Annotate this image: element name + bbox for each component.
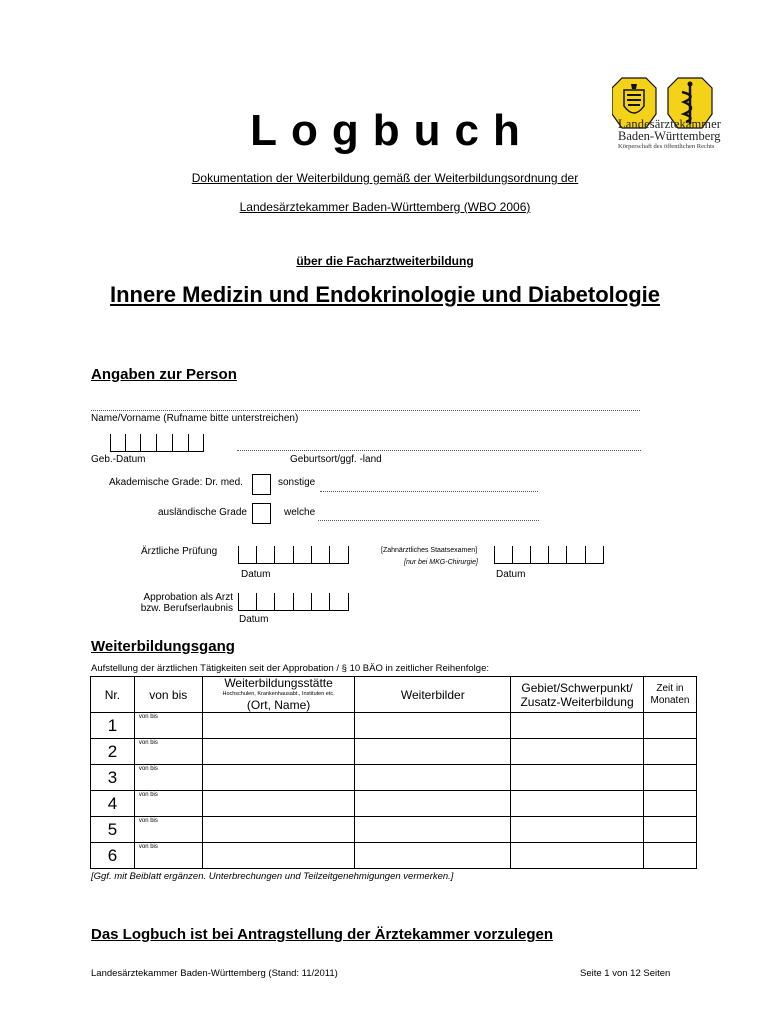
row-nr: 2: [91, 739, 135, 765]
row-gebiet[interactable]: [511, 713, 644, 739]
col-nr: Nr.: [91, 677, 135, 713]
logo-line3: Körperschaft des öffentlichen Rechts: [618, 143, 715, 150]
row-weiterbilder[interactable]: [355, 713, 511, 739]
mkg-label: [nur bei MKG-Chirurgie]: [404, 559, 478, 566]
auslaendische-grade-checkbox[interactable]: [252, 503, 271, 524]
approbation-datum-boxes[interactable]: [238, 593, 349, 611]
row-gebiet[interactable]: [511, 765, 644, 791]
col-zeit-line1: Zeit in: [656, 682, 684, 694]
row-vonbis[interactable]: von bis: [134, 765, 202, 791]
table-row: [91, 765, 697, 791]
col-zeit: [644, 677, 697, 713]
page-title: Logbuch: [250, 106, 534, 155]
row-weiterbilder[interactable]: [355, 843, 511, 869]
row-gebiet[interactable]: [511, 739, 644, 765]
subtitle-line1: Dokumentation der Weiterbildung gemäß der Weiterbildungsordnung der: [191, 171, 579, 185]
staatsexamen-datum-label: Datum: [496, 569, 526, 580]
geb-datum-label: Geb.-Datum: [91, 454, 146, 465]
logbuch-notice: Das Logbuch ist bei Antragstellung der Ärztekammer vorzulegen: [91, 926, 554, 943]
subtitle-line2: Landesärztekammer Baden-Württemberg (WBO 2006): [239, 200, 531, 214]
geb-datum-boxes[interactable]: [110, 434, 204, 452]
row-zeit[interactable]: [644, 791, 697, 817]
row-gebiet[interactable]: [511, 817, 644, 843]
row-vonbis[interactable]: von bis: [134, 817, 202, 843]
table-row: [91, 791, 697, 817]
row-weiterbilder[interactable]: [355, 739, 511, 765]
row-nr: 4: [91, 791, 135, 817]
table-row: [91, 713, 697, 739]
row-nr: 6: [91, 843, 135, 869]
col-gebiet-line2: Zusatz-Weiterbildung: [520, 694, 634, 709]
row-zeit[interactable]: [644, 817, 697, 843]
welche-field[interactable]: [318, 520, 539, 521]
approbation-datum-label: Datum: [239, 614, 269, 625]
row-staette[interactable]: [202, 791, 355, 817]
row-staette[interactable]: [202, 765, 355, 791]
row-staette[interactable]: [202, 739, 355, 765]
zahn-label: [Zahnärztliches Staatsexamen]: [381, 547, 478, 554]
row-gebiet[interactable]: [511, 791, 644, 817]
row-staette[interactable]: [202, 843, 355, 869]
name-label: Name/Vorname (Rufname bitte unterstreichen): [91, 413, 299, 424]
fachgebiet-title: Innere Medizin und Endokrinologie und Diabetologie: [110, 282, 660, 307]
logo-line2: Baden-Württemberg: [618, 129, 721, 143]
akad-grade-label: Akademische Grade: Dr. med.: [109, 477, 243, 488]
auslaendische-grade-label: ausländische Grade: [158, 507, 247, 518]
row-zeit[interactable]: [644, 843, 697, 869]
row-zeit[interactable]: [644, 765, 697, 791]
geburtsort-label: Geburtsort/ggf. -land: [290, 454, 382, 465]
row-vonbis[interactable]: von bis: [134, 713, 202, 739]
row-nr: 1: [91, 713, 135, 739]
col-gebiet-line1: Gebiet/Schwerpunkt/: [521, 680, 633, 695]
row-zeit[interactable]: [644, 713, 697, 739]
approbation-label2: bzw. Berufserlaubnis: [140, 603, 233, 614]
col-staette-small: Hochschulen, Krankenhausabt., Instituten etc.: [222, 691, 335, 697]
staatsexamen-datum-boxes[interactable]: [494, 546, 604, 564]
col-gebiet: [511, 677, 644, 713]
col-weiterbilder: Weiterbilder: [355, 677, 511, 713]
row-nr: 5: [91, 817, 135, 843]
page-number: Seite 1 von 12 Seiten: [580, 968, 671, 979]
row-weiterbilder[interactable]: [355, 765, 511, 791]
row-gebiet[interactable]: [511, 843, 644, 869]
weiterbildung-intro: Aufstellung der ärztlichen Tätigkeiten seit der Approbation / § 10 BÄO in zeitlicher Reihenfolge:: [91, 663, 490, 674]
row-staette[interactable]: [202, 713, 355, 739]
table-row: [91, 843, 697, 869]
logo-line1: Landesärztekammer: [618, 117, 722, 131]
col-zeit-line2: Monaten: [650, 694, 690, 706]
person-heading: Angaben zur Person: [91, 366, 237, 383]
col-staette-sub: (Ort, Name): [246, 698, 311, 712]
col-staette: [202, 677, 355, 713]
row-nr: 3: [91, 765, 135, 791]
dr-med-checkbox[interactable]: [252, 474, 271, 495]
name-field[interactable]: [91, 410, 640, 411]
footer-left: Landesärztekammer Baden-Württemberg (Stand: 11/2011): [91, 968, 338, 979]
pruefung-datum-boxes[interactable]: [238, 546, 349, 564]
weiterbildung-table: [90, 676, 697, 869]
row-weiterbilder[interactable]: [355, 791, 511, 817]
col-vonbis: von bis: [134, 677, 202, 713]
row-vonbis[interactable]: von bis: [134, 843, 202, 869]
ueber-label: über die Facharztweiterbildung: [296, 254, 474, 268]
approbation-label1: Approbation als Arzt: [143, 592, 233, 603]
table-row: [91, 817, 697, 843]
geburtsort-field[interactable]: [237, 450, 641, 451]
pruefung-datum-label: Datum: [241, 569, 271, 580]
row-staette[interactable]: [202, 817, 355, 843]
row-zeit[interactable]: [644, 739, 697, 765]
table-row: [91, 739, 697, 765]
row-weiterbilder[interactable]: [355, 817, 511, 843]
welche-label: welche: [284, 507, 316, 518]
aerztliche-pruefung-label: Ärztliche Prüfung: [141, 546, 218, 557]
sonstige-field[interactable]: [320, 491, 538, 492]
beiblatt-note: [Ggf. mit Beiblatt ergänzen. Unterbrechungen und Teilzeitgenehmigungen vermerken.]: [91, 871, 454, 882]
table-header-row: [91, 677, 697, 713]
row-vonbis[interactable]: von bis: [134, 791, 202, 817]
weiterbildung-heading: Weiterbildungsgang: [91, 638, 235, 655]
col-staette-title: Weiterbildungsstätte: [224, 676, 333, 690]
sonstige-label: sonstige: [278, 477, 316, 488]
row-vonbis[interactable]: von bis: [134, 739, 202, 765]
